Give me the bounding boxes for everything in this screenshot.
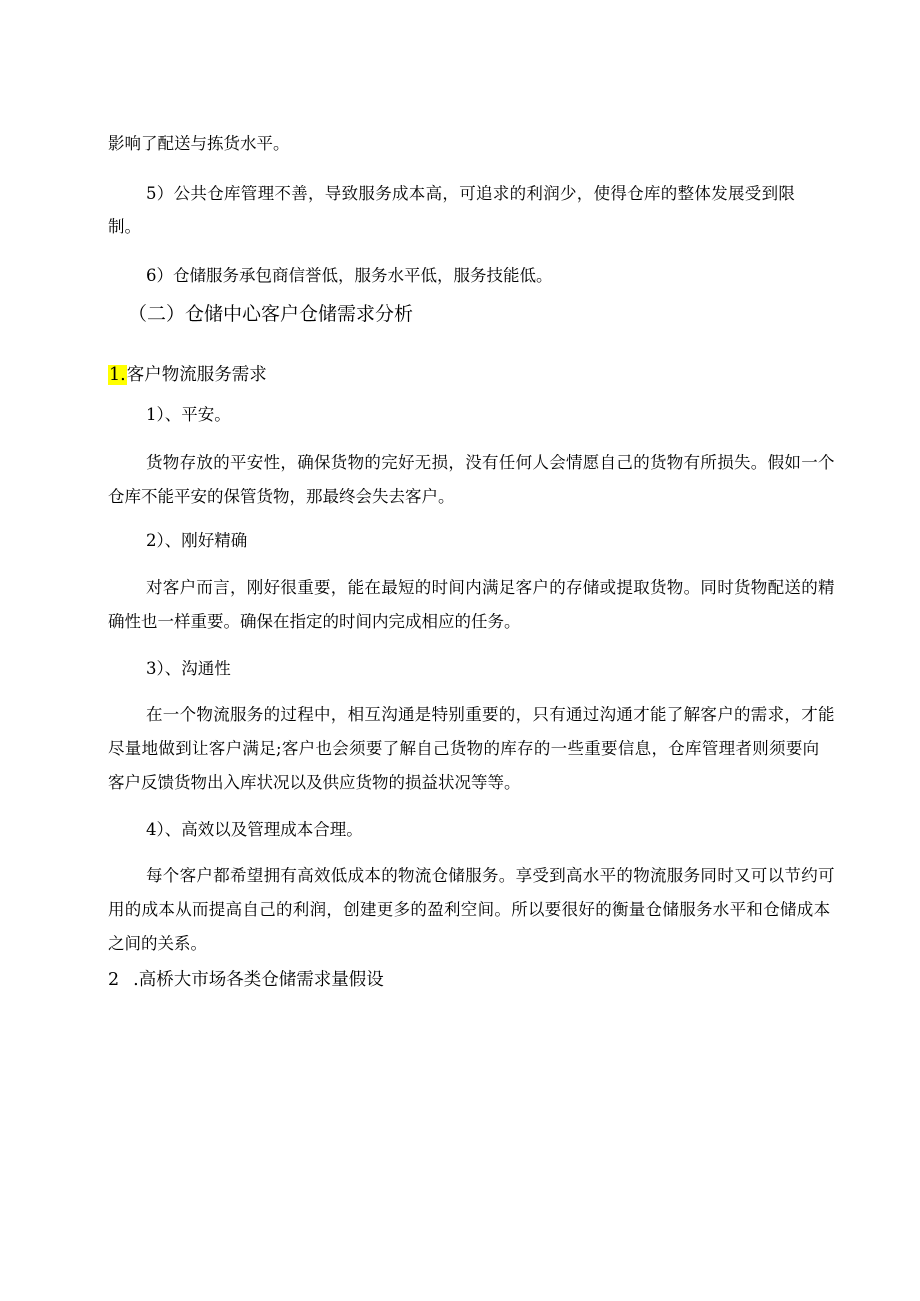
subsection-title: .高桥大市场各类仓储需求量假设 <box>133 970 384 990</box>
paragraph-line: 每个客户都希望拥有高效低成本的物流仓储服务。享受到高水平的物流服务同时又可以节约可 <box>146 866 835 885</box>
paragraph-line: 客户反馈货物出入库状况以及供应货物的损益状况等等。 <box>108 773 521 792</box>
item-title: 4）、高效以及管理成本合理。 <box>146 820 363 839</box>
subsection-title: 客户物流服务需求 <box>126 365 267 385</box>
section-heading: （二）仓储中心客户仓储需求分析 <box>128 303 414 325</box>
paragraph-line: 制。 <box>108 217 141 236</box>
paragraph-line: 仓库不能平安的保管货物，那最终会失去客户。 <box>108 487 455 506</box>
item-title: 3）、沟通性 <box>146 659 231 678</box>
subsection-heading-1 <box>108 364 267 386</box>
subsection-heading-2 <box>108 969 384 991</box>
paragraph-line: 用的成本从而提高自己的利润，创建更多的盈利空间。所以要很好的衡量仓储服务水平和仓储成本 <box>108 900 831 919</box>
paragraph-line: 之间的关系。 <box>108 934 207 953</box>
paragraph-line: 货物存放的平安性，确保货物的完好无损，没有任何人会情愿自己的货物有所损失。假如一个 <box>146 453 835 472</box>
subsection-number: 2 <box>108 970 120 990</box>
paragraph-line: 6）仓储服务承包商信誉低，服务水平低，服务技能低。 <box>146 266 553 285</box>
paragraph-line: 5）公共仓库管理不善，导致服务成本高，可追求的利润少，使得仓库的整体发展受到限 <box>146 184 796 203</box>
paragraph-line: 确性也一样重要。确保在指定的时间内完成相应的任务。 <box>108 612 521 631</box>
paragraph-line: 对客户而言，刚好很重要，能在最短的时间内满足客户的存储或提取货物。同时货物配送的精 <box>146 578 835 597</box>
paragraph-line: 尽量地做到让客户满足;客户也会须要了解自己货物的库存的一些重要信息，仓库管理者则须要向 <box>108 739 820 758</box>
paragraph-line: 影响了配送与拣货水平。 <box>108 134 290 153</box>
highlighted-number: 1. <box>109 365 126 385</box>
item-title: 2）、刚好精确 <box>146 531 248 550</box>
paragraph-line: 在一个物流服务的过程中，相互沟通是特别重要的，只有通过沟通才能了解客户的需求，才能 <box>146 705 835 724</box>
item-title: 1）、平安。 <box>146 405 231 424</box>
